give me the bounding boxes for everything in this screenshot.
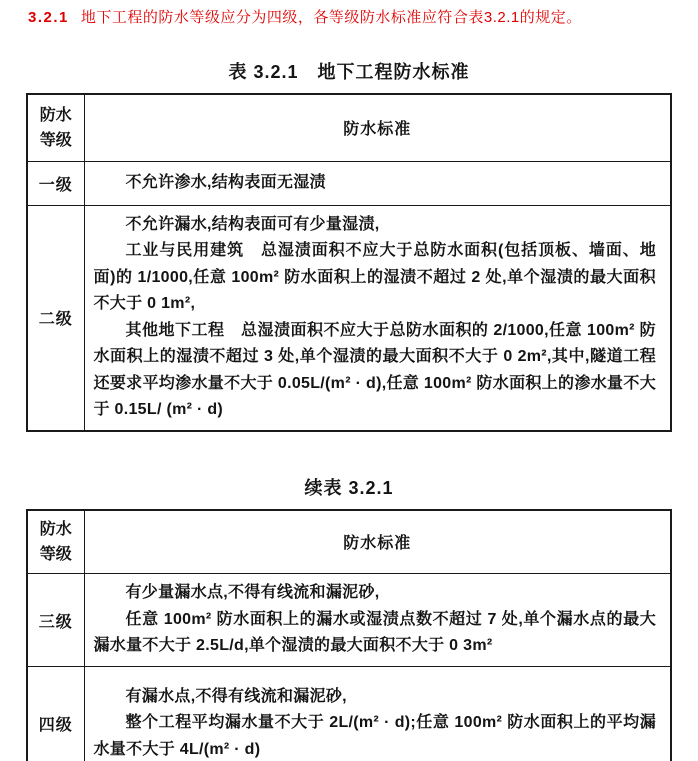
grade4-paragraph-2: 整个工程平均漏水量不大于 2L/(m² · d);任意 100m² 防水面积上的平均漏水量不大于 4L/(m² · d) bbox=[93, 714, 656, 758]
header-grade-line1: 防水 bbox=[39, 106, 72, 124]
table-row-grade2 bbox=[27, 205, 671, 431]
grade3-paragraph-1: 有少量漏水点,不得有线流和漏泥砂, bbox=[125, 584, 380, 602]
header-grade-line2: 等级 bbox=[39, 131, 72, 149]
grade2-paragraph-3: 其他地下工程 总湿渍面积不应大于总防水面积的 2/1000,任意 100m² 防水面积上的湿渍不超过 3 处,单个湿渍的最大面积不大于 0 2m²,其中,隧道工程还要求平均渗水量不大于 0.05L/(m² · d),任意 100m² 防水面积上的渗水量不大于 0.15L/ (m² · d) bbox=[93, 321, 656, 418]
table1-header-row bbox=[27, 94, 671, 161]
grade4-paragraph-1: 有漏水点,不得有线流和漏泥砂, bbox=[125, 687, 347, 705]
grade4-standard-cell bbox=[84, 667, 671, 761]
clause-3-2-1 bbox=[28, 6, 698, 27]
table1-header-grade bbox=[27, 94, 84, 161]
grade3-label: 三级 bbox=[27, 574, 84, 667]
grade3-paragraph-2: 任意 100m² 防水面积上的漏水或湿渍点数不超过 7 处,单个漏水点的最大漏水量不大于 2.5L/d,单个湿渍的最大面积不大于 0 3m² bbox=[93, 610, 656, 655]
clause-text: 地下工程的防水等级应分为四级，各等级防水标准应符合表3.2.1的规定。 bbox=[80, 9, 582, 26]
grade2-paragraph-1: 不允许漏水,结构表面可有少量湿渍, bbox=[125, 215, 380, 233]
table2-header-grade bbox=[27, 510, 84, 574]
table-row-grade1 bbox=[27, 161, 671, 205]
table2-header-row bbox=[27, 510, 671, 574]
header-grade-line2: 等级 bbox=[39, 545, 72, 563]
grade4-label: 四级 bbox=[27, 667, 84, 761]
clause-number: 3.2.1 bbox=[28, 9, 69, 26]
table1-title: 表 3.2.1 地下工程防水标准 bbox=[228, 62, 470, 82]
header-grade-line1: 防水 bbox=[39, 520, 72, 538]
table-row-grade4 bbox=[27, 667, 671, 761]
grade2-standard-cell bbox=[84, 205, 671, 431]
grade1-paragraph-1: 不允许渗水,结构表面无湿渍 bbox=[125, 173, 326, 191]
waterproof-table-1 bbox=[26, 93, 672, 432]
grade1-label: 一级 bbox=[27, 161, 84, 205]
grade2-paragraph-2: 工业与民用建筑 总湿渍面积不应大于总防水面积(包括顶板、墙面、地面)的 1/1000,任意 100m² 防水面积上的湿渍不超过 2 处,单个湿渍的最大面积不大于 0 1m², bbox=[93, 242, 656, 312]
table1-header-standard: 防水标准 bbox=[84, 94, 671, 161]
waterproof-table-2 bbox=[26, 509, 672, 761]
grade3-standard-cell bbox=[84, 574, 671, 667]
grade1-standard-cell bbox=[84, 161, 671, 205]
table2-title: 续表 3.2.1 bbox=[304, 477, 394, 498]
table-row-grade3 bbox=[27, 574, 671, 667]
grade2-label: 二级 bbox=[27, 205, 84, 431]
table2-header-standard: 防水标准 bbox=[84, 510, 671, 574]
